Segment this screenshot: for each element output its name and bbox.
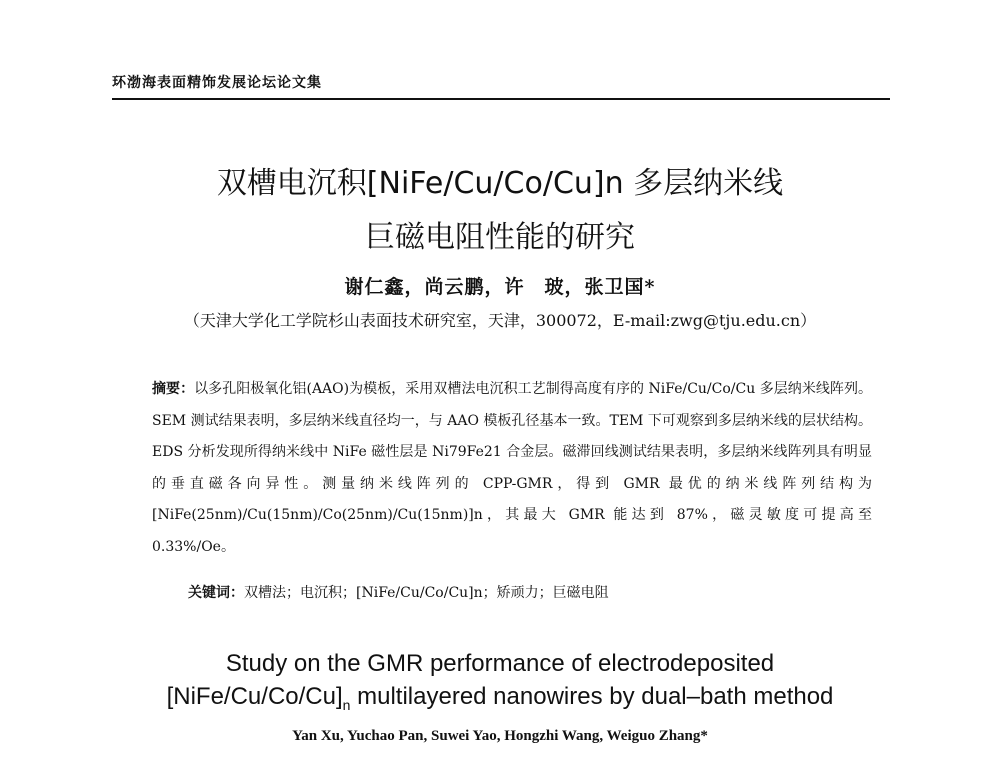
- abstract-text: 以多孔阳极氧化铝(AAO)为模板，采用双槽法电沉积工艺制得高度有序的 NiFe/Cu/Co/Cu 多层纳米线阵列。SEM 测试结果表明，多层纳米线直径均一，与 AAO 模板孔径基本一致。TEM 下可观察到多层纳米线的层状结构。EDS 分析发现所得纳米线中 NiFe 磁性层是 Ni79Fe21 合金层。磁滞回线测试结果表明，多层纳米线阵列具有明显的垂直磁各向异性。测量纳米线阵列的 CPP-GMR，得到 GMR 最优的纳米线阵列结构为[NiFe(25nm)/Cu(15nm)/Co(25nm)/Cu(15nm)]n，其最大 GMR 能达到 87%，磁灵敏度可提高至 0.33%/Oe。: [152, 381, 873, 555]
- chinese-title-line-1: 双槽电沉积[NiFe/Cu/Co/Cu]n 多层纳米线: [216, 166, 784, 201]
- header-rule: [112, 98, 890, 100]
- abstract: [152, 374, 872, 563]
- english-title-line-2: [0, 681, 1000, 721]
- keywords-label: 关键词：: [188, 585, 244, 601]
- proceedings-header: 环渤海表面精饰发展论坛论文集: [112, 75, 322, 91]
- english-authors: Yan Xu, Yuchao Pan, Suwei Yao, Hongzhi Wang, Weiguo Zhang*: [292, 728, 708, 744]
- english-title-subscript: n: [342, 696, 351, 713]
- chinese-title-line-2: 巨磁电阻性能的研究: [365, 220, 635, 255]
- abstract-label: 摘要：: [152, 381, 195, 397]
- english-title-line-1: Study on the GMR performance of electrodeposited: [225, 650, 775, 677]
- english-title-rest: multilayered nanowires by dual–bath method: [350, 683, 834, 710]
- english-title-formula: [NiFe/Cu/Co/Cu]: [166, 683, 343, 710]
- chinese-authors: 谢仁鑫，尚云鹏，许 玻，张卫国*: [344, 276, 656, 298]
- keywords-text: 双槽法；电沉积；[NiFe/Cu/Co/Cu]n；矫顽力；巨磁电阻: [244, 585, 609, 601]
- keywords: [188, 582, 609, 602]
- chinese-affiliation: （天津大学化工学院杉山表面技术研究室，天津，300072，E-mail:zwg@tju.edu.cn）: [183, 311, 817, 330]
